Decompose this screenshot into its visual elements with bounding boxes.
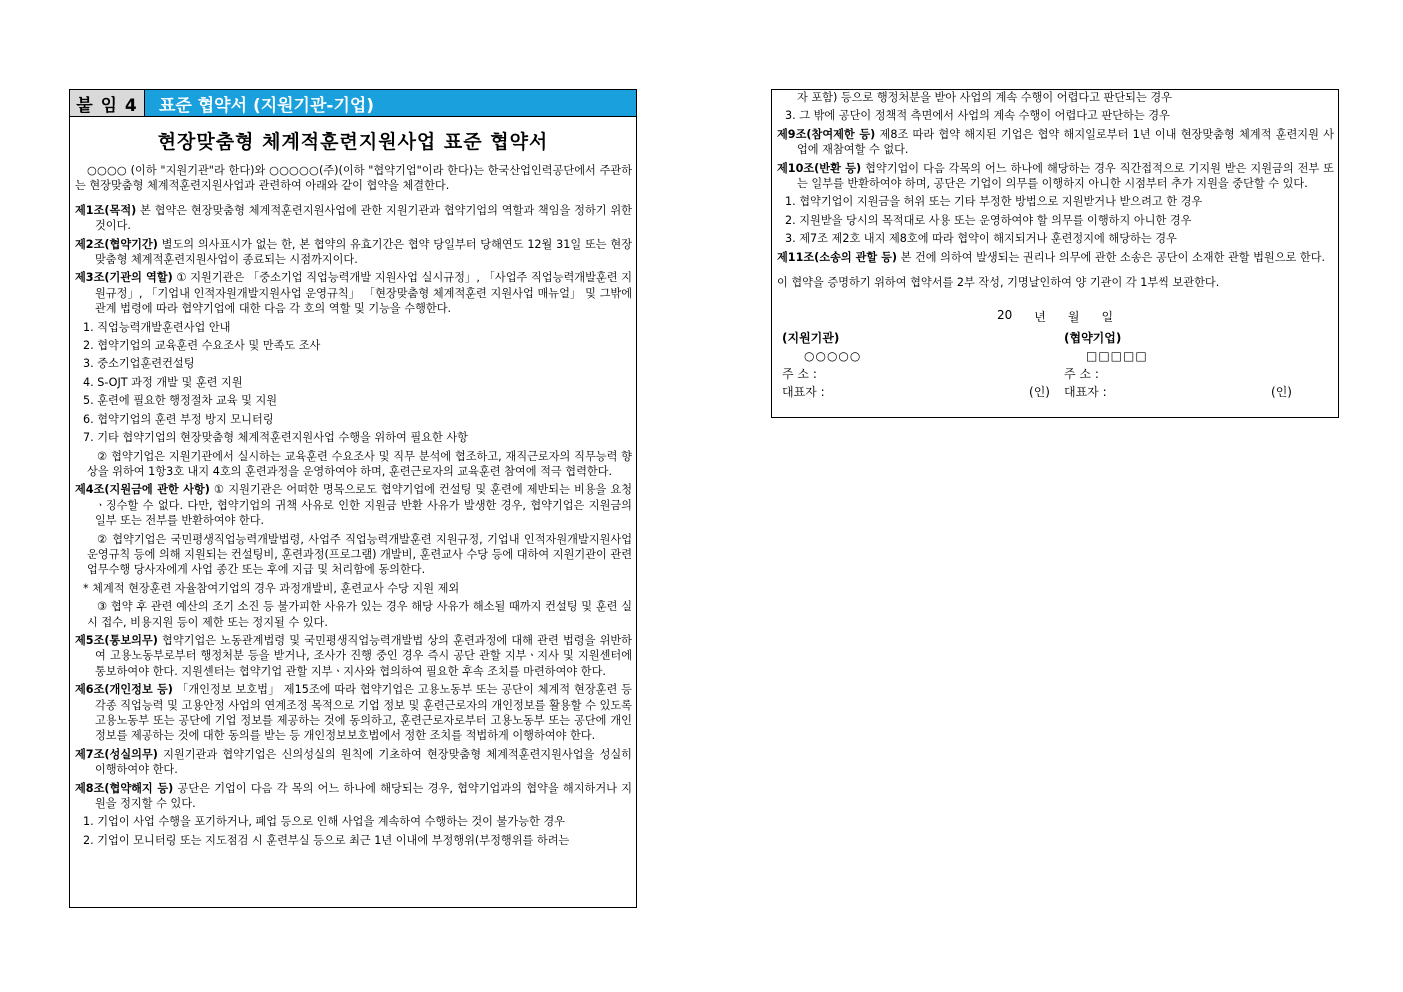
- list-item: 4. S-OJT 과정 개발 및 훈련 지원: [83, 375, 243, 389]
- article-11: [777, 250, 1334, 265]
- article-1: [75, 203, 632, 234]
- list-item: 5. 훈련에 필요한 행정절차 교육 및 지원: [83, 394, 278, 408]
- article-text: 협약기업이 다음 각목의 어느 하나에 해당하는 경우 직간접적으로 기지원 받은 지원금의 전부 또는 일부를 반환하여야 하며, 공단은 기업이 의무를 이행하지 아니한 시점부터 추가 지원을 중단할 수 있다.: [797, 161, 1334, 191]
- article-heading: 제6조(개인정보 등): [75, 683, 173, 697]
- document-title: 현장맞춤형 체계적훈련지원사업 표준 협약서: [157, 131, 549, 153]
- signature-date: [772, 308, 1338, 325]
- article-text: 공단은 기업이 다음 각 목의 어느 하나에 해당되는 경우, 협약기업과의 협약을 해지하거나 지원을 정지할 수 있다.: [95, 781, 633, 811]
- date-year: 20: [996, 308, 1013, 323]
- article-heading: 제4조(지원금에 관한 사항): [75, 483, 210, 497]
- sub-paragraph: ② 협약기업은 국민평생직업능력개발법령, 사업주 직업능력개발훈련 지원규정, 기업내 인적자원개발지원사업 운영규칙 등에 의해 지원되는 컨설팅비, 훈련과정(프로그램) 개발비, 훈련교사 수당 등에 대하여 지원기관이 관련 업무수행 당사자에게 사업 종간 또는 후에 지급 및 처리함에 동의한다.: [87, 532, 632, 577]
- date-year-unit: 년: [1034, 310, 1046, 325]
- party-label: (지원기관): [782, 331, 840, 346]
- article-heading: 제5조(통보의무): [75, 633, 158, 647]
- list-item: 2. 지원받을 당시의 목적대로 사용 또는 운영하여야 할 의무를 이행하지 아니한 경우: [785, 213, 1192, 227]
- article-3: [75, 270, 632, 316]
- signature-left: [782, 329, 1050, 401]
- sub-paragraph: ② 협약기업은 지원기관에서 실시하는 교육훈련 수요조사 및 직무 분석에 협조하고, 재직근로자의 직무능력 향상을 위하여 1항3호 내지 4호의 훈련과정을 운영하여야 하며, 훈련근로자의 교육훈련 참여에 적극 협력한다.: [87, 449, 632, 478]
- article-heading: 제10조(반환 등): [777, 161, 862, 175]
- attachment-title: 표준 협약서 (지원기관-기업): [145, 90, 636, 116]
- article-6: [75, 682, 632, 744]
- article-7: [75, 747, 632, 778]
- closing-statement: 이 협약을 증명하기 위하여 협약서를 2부 작성, 기명날인하여 양 기관이 각 1부씩 보관한다.: [777, 276, 1220, 290]
- list-item: 2. 기업이 모니터링 또는 지도점검 시 훈련부실 등으로 최근 1년 이내에 부정행위(부정행위를 하려는: [83, 833, 570, 847]
- representative-label: 대표자 :: [782, 385, 825, 400]
- article-heading: 제11조(소송의 관할 등): [777, 250, 898, 264]
- article-heading: 제1조(목적): [75, 203, 137, 217]
- date-month-unit: 월: [1067, 310, 1080, 325]
- article-5: [75, 633, 632, 679]
- list-item: 3. 제7조 제2호 내지 제8호에 따라 협약이 해지되거나 훈련정지에 해당하는 경우: [785, 232, 1177, 246]
- article-10: [777, 161, 1334, 192]
- signature-right: [1064, 329, 1332, 401]
- contract-right-panel: [771, 89, 1339, 418]
- article-heading: 제2조(협약기간): [75, 237, 158, 251]
- article-text: 본 건에 의하여 발생되는 권리나 의무에 관한 소송은 공단이 소재한 관할 법원으로 한다.: [897, 250, 1326, 264]
- attachment-header: [70, 90, 636, 117]
- list-item: 7. 기타 협약기업의 현장맞춤형 체계적훈련지원사업 수행을 위하여 필요한 사항: [83, 431, 468, 445]
- seal-mark: (인): [1029, 385, 1050, 400]
- article-text: 지원기관과 협약기업은 신의성실의 원칙에 기초하여 현장맞춤형 체계적훈련지원사업을 성실히 이행하여야 한다.: [95, 747, 632, 777]
- representative-label: 대표자 :: [1064, 385, 1107, 400]
- list-item: 1. 직업능력개발훈련사업 안내: [83, 320, 231, 334]
- list-item: 3. 그 밖에 공단이 정책적 측면에서 사업의 계속 수행이 어렵다고 판단하는 경우: [785, 109, 1170, 123]
- article-text: 「개인정보 보호법」 제15조에 따라 협약기업은 고용노동부 또는 공단이 체계적 현장훈련 등 각종 직업능력 및 고용안정 사업의 연계조정 목적으로 기업 정보 및 훈련근로자의 개인정보를 활용할 수 있도록 고용노동부 또는 공단에 기업 정보를 제공하는 것에 동의하고, 훈련근로자로부터 고용노동부 또는 공단에 개인정보를 제공하는 것에 대한 동의를 받는 등 개인정보보호법에서 정한 조치를 적법하게 이행하여야 한다.: [95, 683, 632, 743]
- article-text: 본 협약은 현장맞춤형 체계적훈련지원사업에 관한 지원기관과 협약기업의 역할과 책임을 정하기 위한 것이다.: [95, 203, 632, 233]
- address-label: 주 소 :: [1064, 367, 1099, 382]
- address-label: 주 소 :: [782, 367, 817, 382]
- party-name: □□□□□: [1086, 349, 1148, 364]
- article-text: ① 지원기관은 어떠한 명목으로도 협약기업에 컨설팅 및 훈련에 제반되는 비용을 요청ㆍ징수할 수 없다. 다만, 협약기업의 귀책 사유로 인한 지원금 반환 사유가 발생한 경우, 협약기업은 지원금의 일부 또는 전부를 반환하여야 한다.: [95, 483, 633, 528]
- article-9: [777, 127, 1334, 158]
- contract-body: [70, 163, 636, 848]
- article-heading: 제3조(기관의 역할): [75, 271, 173, 285]
- note: * 체계적 현장훈련 자율참여기업의 경우 과정개발비, 훈련교사 수당 지원 제외: [83, 581, 460, 595]
- list-item: 1. 기업이 사업 수행을 포기하거나, 폐업 등으로 인해 사업을 계속하여 수행하는 것이 불가능한 경우: [83, 815, 565, 829]
- signature-block: [772, 329, 1338, 401]
- continued-text: 자 포함) 등으로 행정처분을 받아 사업의 계속 수행이 어렵다고 판단되는 경우: [797, 91, 1172, 104]
- party-label: (협약기업): [1064, 331, 1122, 346]
- date-day-unit: 일: [1101, 310, 1114, 325]
- article-text: 별도의 의사표시가 없는 한, 본 협약의 유효기간은 협약 당일부터 당해연도 12월 31일 또는 현장맞춤형 체계적훈련지원사업이 종료되는 시점까지이다.: [95, 237, 632, 267]
- article-4: [75, 482, 632, 528]
- article-8: [75, 781, 632, 812]
- representative-row: [1064, 383, 1332, 401]
- article-heading: 제7조(성실의무): [75, 747, 158, 761]
- contract-left-panel: [69, 89, 637, 908]
- list-item: 1. 협약기업이 지원금을 허위 또는 기타 부정한 방법으로 지원받거나 받으려고 한 경우: [785, 195, 1203, 209]
- article-heading: 제9조(참여제한 등): [777, 127, 876, 141]
- attachment-label: 붙 임 4: [70, 90, 145, 116]
- intro-paragraph: ○○○○ (이하 "지원기관"라 한다)와 ○○○○○(주)(이하 "협약기업"이라 한다)는 한국산업인력공단에서 주관하는 현장맞춤형 체계적훈련지원사업과 관련하여 아래와 같이 협약을 체결한다.: [75, 164, 632, 193]
- representative-row: [782, 383, 1050, 401]
- article-heading: 제8조(협약해지 등): [75, 781, 174, 795]
- article-text: 제8조 따라 협약 해지된 기업은 협약 해지일로부터 1년 이내 현장맞춤형 체계적 훈련지원 사업에 재참여할 수 없다.: [797, 127, 1334, 157]
- list-item: 6. 협약기업의 훈련 부정 방지 모니터링: [83, 412, 274, 426]
- party-name: ○○○○○: [804, 349, 862, 364]
- list-item: 2. 협약기업의 교육훈련 수요조사 및 만족도 조사: [83, 339, 321, 353]
- article-text: 협약기업은 노동관계법령 및 국민평생직업능력개발법 상의 훈련과정에 대해 관련 법령을 위반하여 고용노동부로부터 행정처분 등을 받거나, 조사가 진행 중인 경우 즉시 공단 관할 지부ㆍ지사 및 지원센터에 통보하여야 한다. 지원센터는 협약기업 관할 지부ㆍ지사와 협의하여 필요한 후속 조치를 마련하여야 한다.: [95, 633, 632, 678]
- list-item: 3. 중소기업훈련컨설팅: [83, 357, 195, 371]
- seal-mark: (인): [1271, 385, 1292, 400]
- contract-body-continued: [772, 90, 1338, 290]
- article-2: [75, 237, 632, 268]
- article-text: ① 지원기관은 「중소기업 직업능력개발 지원사업 실시규정」, 「사업주 직업능력개발훈련 지원규정」, 「기업내 인적자원개발지원사업 운영규칙」 「현장맞춤형 체계적훈련 지원사업 매뉴얼」 및 그밖에 관계 법령에 따라 협약기업에 대한 다음 각 호의 역할 및 기능을 수행한다.: [95, 271, 633, 316]
- sub-paragraph: ③ 협약 후 관련 예산의 조기 소진 등 불가피한 사유가 있는 경우 해당 사유가 해소될 때까지 컨설팅 및 훈련 실시 접수, 비용지원 등이 제한 또는 정지될 수 있다.: [87, 600, 632, 629]
